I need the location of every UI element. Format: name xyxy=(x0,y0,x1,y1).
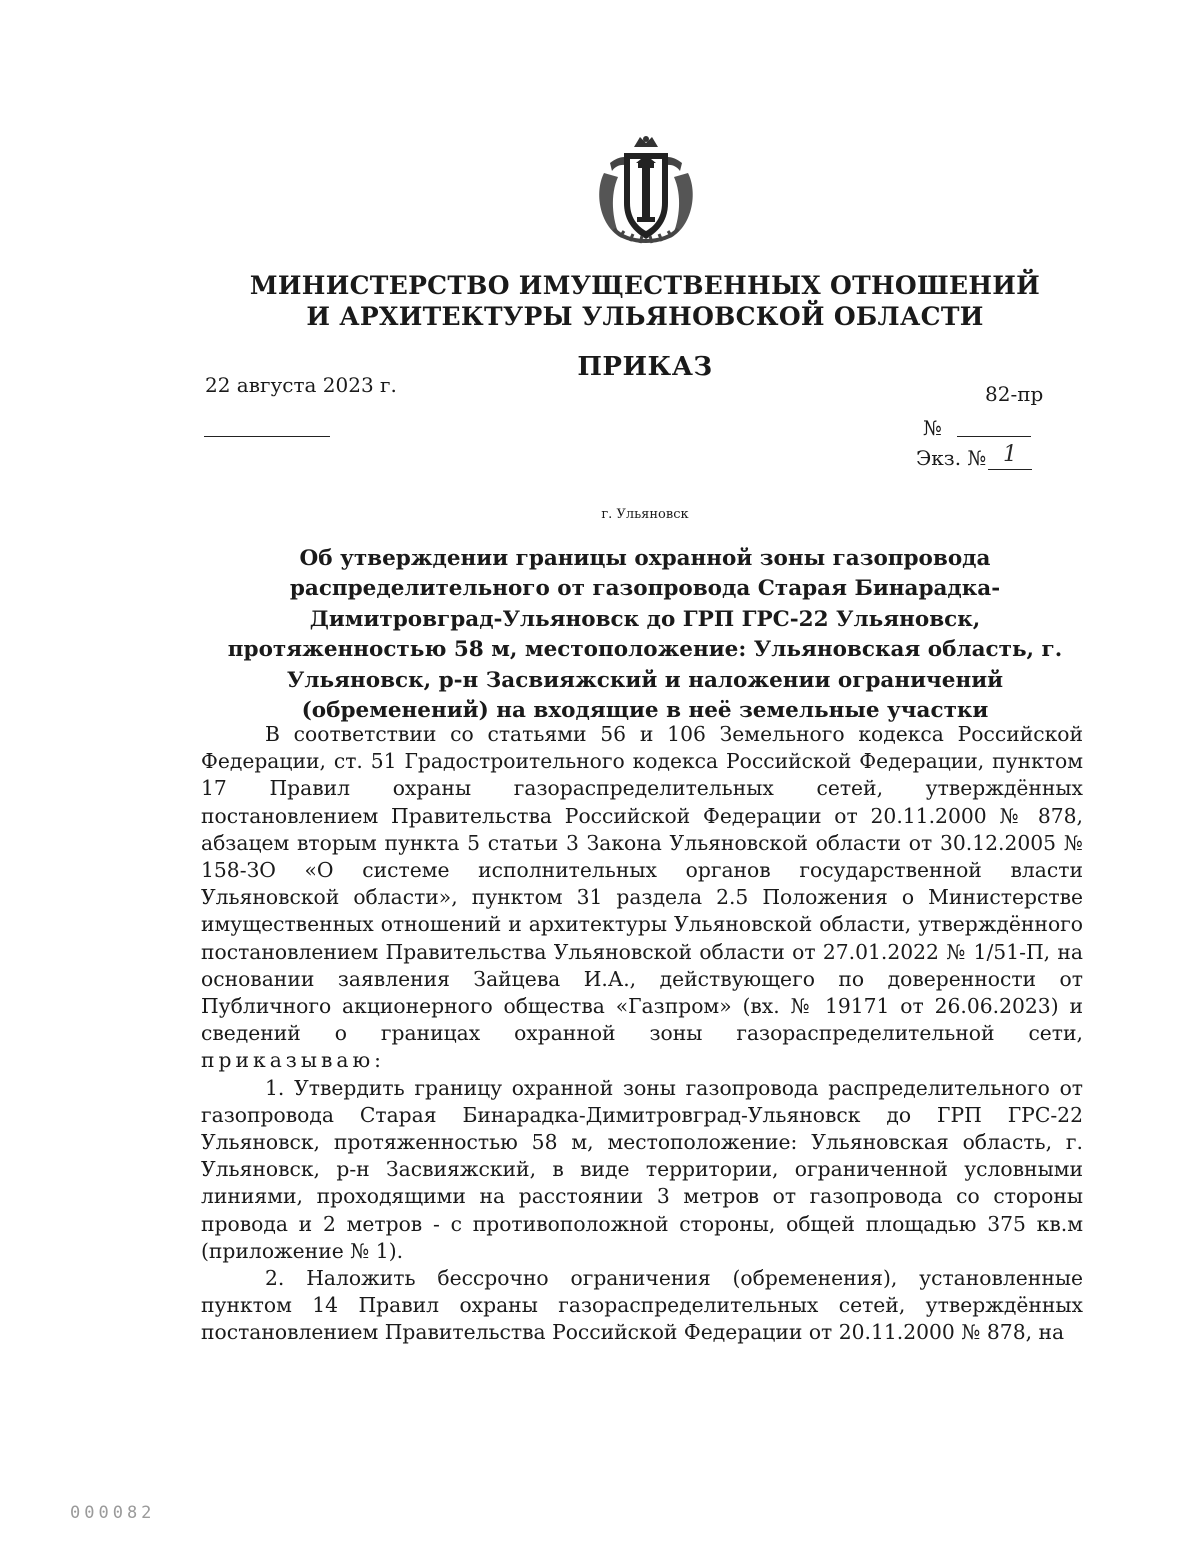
ministry-name-line1: МИНИСТЕРСТВО ИМУЩЕСТВЕННЫХ ОТНОШЕНИЙ xyxy=(249,271,1041,300)
page-stamp: 000082 xyxy=(70,1503,156,1523)
copy-label: Экз. № xyxy=(916,446,987,470)
preamble-text: В соответствии со статьями 56 и 106 Земельного кодекса Российской Федерации, ст. 51 Градостроительного кодекса Российской Федерации, пунктом 17 Правил охраны газораспределительных сетей, утверждённых постановлением Правительства Российской Федерации от 20.11.2000 № 878, абзацем вторым пункта 5 статьи 3 Закона Ульяновской области от 30.12.2005 № 158-ЗО «О системе исполнительных органов государственной власти Ульяновской области», пунктом 31 раздела 2.5 Положения о Министерстве имущественных отношений и архитектуры Ульяновской области, утверждённого постановлением Правительства Ульяновской области от 27.01.2022 № 1/51-П, на основании заявления Зайцева И.А., действующего по доверенности от Публичного акционерного общества «Газпром» (вх. № 19171 от 26.06.2023) и сведений о границах охранной зоны газораспределительной сети, xyxy=(201,722,1083,1046)
date-underline xyxy=(204,436,330,437)
copy-number: 1 xyxy=(988,442,1032,470)
order-title: ПРИКАЗ xyxy=(577,352,713,382)
number-underline xyxy=(957,436,1031,437)
city: г. Ульяновск xyxy=(601,507,689,522)
order-word: приказываю: xyxy=(201,1048,385,1073)
item-2: 2. Наложить бессрочно ограничения (обременения), установленные пунктом 14 Правил охраны газораспределительных сетей, утверждённых постановлением Правительства Российской Федерации от 20.11.2000 № 878, на xyxy=(201,1266,1083,1345)
order-date: 22 августа 2023 г. xyxy=(205,373,397,397)
preamble-paragraph xyxy=(201,721,1083,1075)
number-label: № xyxy=(923,416,942,440)
order-subject: Об утверждении границы охранной зоны газопровода распределительного от газопровода Старая Бинарадка-Димитровград-Ульяновск до ГРП ГРС-22 Ульяновск, протяженностью 58 м, местоположение: Ульяновская область, г. Ульяновск, р-н Засвияжский и наложении ограничений (обременений) на входящие в неё земельные участки xyxy=(227,546,1063,724)
order-body xyxy=(201,721,1083,1347)
order-number: 82-пр xyxy=(985,382,1044,406)
item-1: 1. Утвердить границу охранной зоны газопровода распределительного от газопровода Старая Бинарадка-Димитровград-Ульяновск до ГРП ГРС-22 Ульяновск, протяженностью 58 м, местоположение: Ульяновская область, г. Ульяновск, р-н Засвияжский, в виде территории, ограниченной условными линиями, проходящими на расстоянии 3 метров от газопровода со стороны провода и 2 метров - с противоположной стороны, общей площадью 375 кв.м (приложение № 1). xyxy=(201,1075,1083,1263)
ministry-name-line2: И АРХИТЕКТУРЫ УЛЬЯНОВСКОЙ ОБЛАСТИ xyxy=(306,302,984,331)
coat-of-arms-icon xyxy=(590,133,702,249)
